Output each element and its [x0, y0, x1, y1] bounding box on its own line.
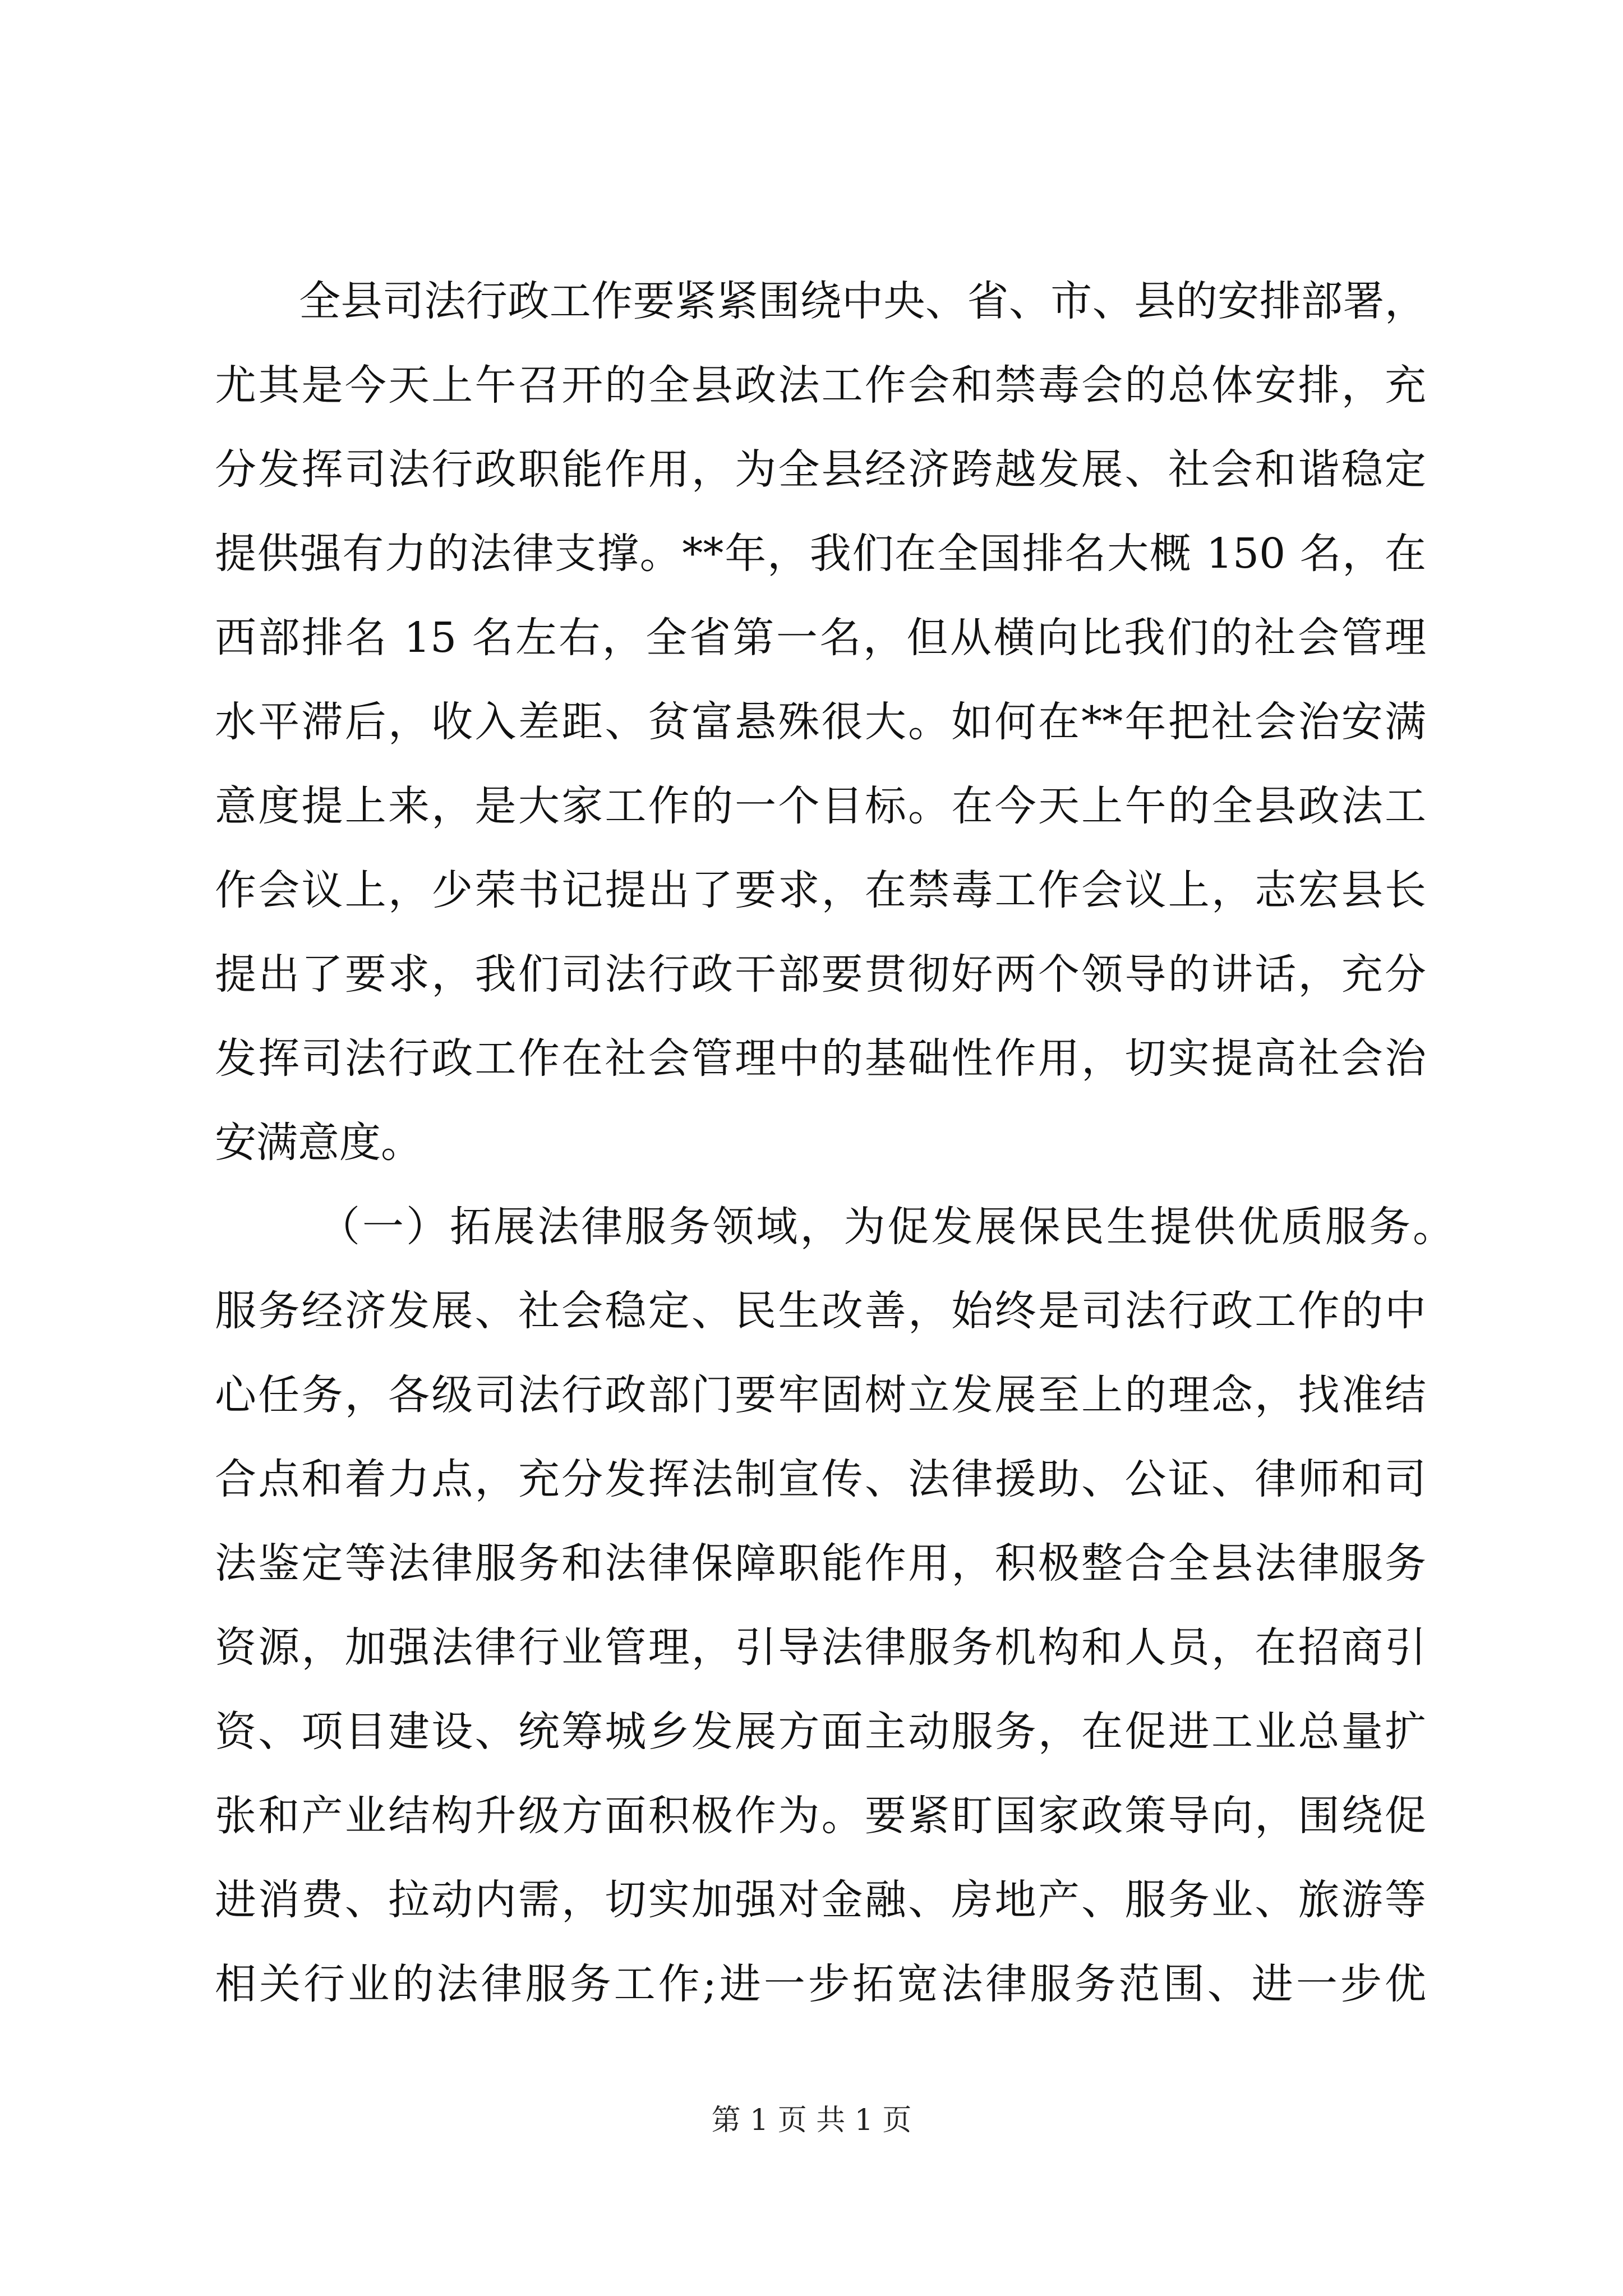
paragraph-line: 法鉴定等法律服务和法律保障职能作用，积极整合全县法律服务	[215, 1539, 1426, 1588]
paragraph-line: 进消费、拉动内需，切实加强对金融、房地产、服务业、旅游等	[215, 1876, 1426, 1924]
paragraph-line: 全县司法行政工作要紧紧围绕中央、省、市、县的安排部署，	[299, 277, 1426, 325]
paragraph-line: 作会议上，少荣书记提出了要求，在禁毒工作会议上，志宏县长	[215, 866, 1426, 914]
paragraph-line: 分发挥司法行政职能作用，为全县经济跨越发展、社会和谐稳定	[215, 445, 1426, 494]
paragraph-line: 安满意度。	[215, 1119, 422, 1167]
paragraph-line: 服务经济发展、社会稳定、民生改善，始终是司法行政工作的中	[215, 1287, 1426, 1335]
paragraph-line: 意度提上来，是大家工作的一个目标。在今天上午的全县政法工	[215, 782, 1426, 830]
paragraph-line: 心任务，各级司法行政部门要牢固树立发展至上的理念，找准结	[215, 1371, 1426, 1419]
paragraph-line: 相关行业的法律服务工作;进一步拓宽法律服务范围、进一步优	[215, 1960, 1426, 2008]
paragraph-line: 西部排名 15 名左右，全省第一名，但从横向比我们的社会管理	[215, 614, 1426, 662]
paragraph-line: 水平滞后，收入差距、贫富悬殊很大。如何在**年把社会治安满	[215, 698, 1426, 746]
paragraph-line: 资源，加强法律行业管理，引导法律服务机构和人员，在招商引	[215, 1623, 1426, 1672]
section-heading-line: （一）拓展法律服务领域，为促发展保民生提供优质服务。	[319, 1203, 1454, 1251]
paragraph-line: 提出了要求，我们司法行政干部要贯彻好两个领导的讲话，充分	[215, 950, 1426, 999]
paragraph-line: 合点和着力点，充分发挥法制宣传、法律援助、公证、律师和司	[215, 1455, 1426, 1503]
paragraph-line: 张和产业结构升级方面积极作为。要紧盯国家政策导向，围绕促	[215, 1792, 1426, 1840]
page-number-footer: 第 1 页 共 1 页	[711, 2104, 912, 2137]
paragraph-line: 资、项目建设、统筹城乡发展方面主动服务，在促进工业总量扩	[215, 1708, 1426, 1756]
paragraph-line: 发挥司法行政工作在社会管理中的基础性作用，切实提高社会治	[215, 1034, 1426, 1083]
paragraph-line: 尤其是今天上午召开的全县政法工作会和禁毒会的总体安排，充	[215, 361, 1426, 409]
paragraph-line: 提供强有力的法律支撑。**年，我们在全国排名大概 150 名，在	[215, 530, 1426, 578]
